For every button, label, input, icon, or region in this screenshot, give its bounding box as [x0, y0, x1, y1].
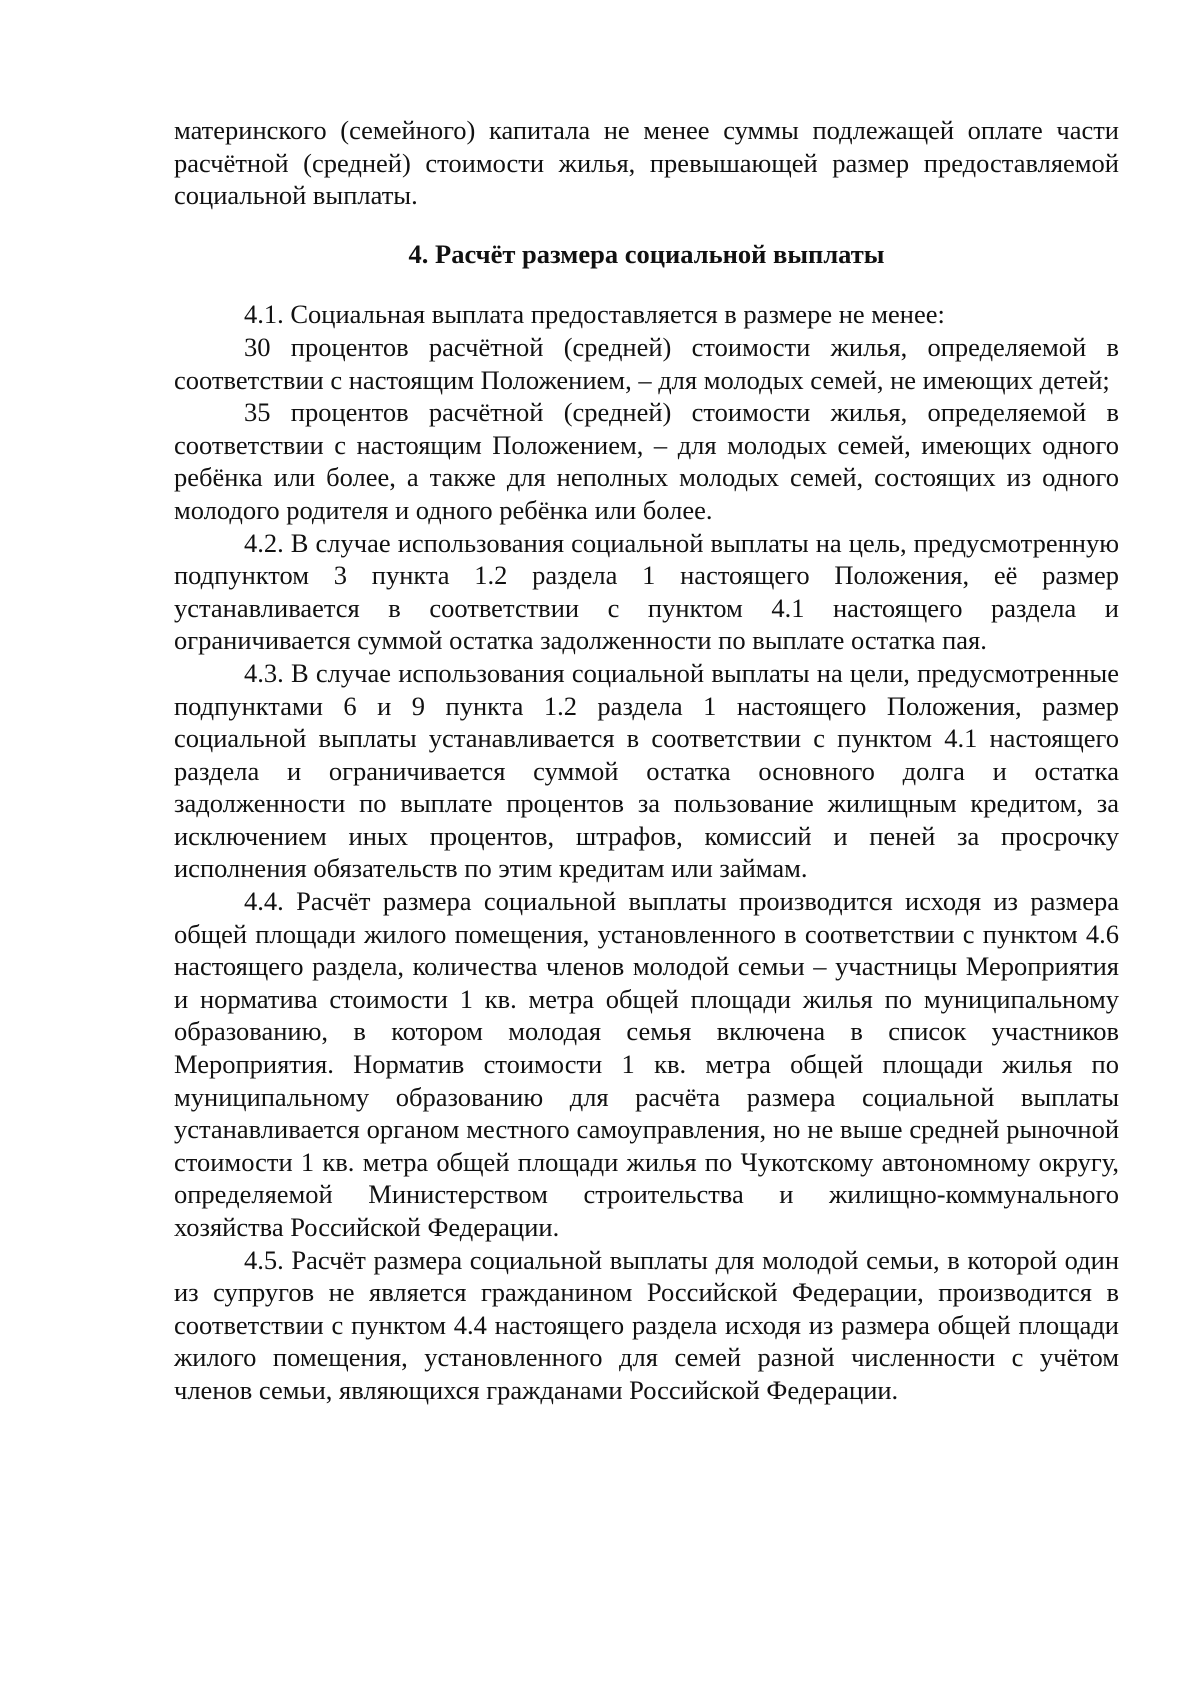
paragraph-4-4: 4.4. Расчёт размера социальной выплаты производится исходя из размера общей площади жилого помещения, установленного в соответствии с пунктом 4.6 настоящего раздела, количества членов молодой семьи – участницы Мероприятия и норматива стоимости 1 кв. метра общей площади жилья по муниципальному образованию, в котором молодая семья включена в список участников Мероприятия. Норматив стоимости 1 кв. метра общей площади жилья по муниципальному образованию для расчёта размера социальной выплаты устанавливается органом местного самоуправления, но не выше средней рыночной стоимости 1 кв. метра общей площади жилья по Чукотскому автономному округу, определяемой Министерством строительства и жилищно-коммунального хозяйства Российской Федерации. [174, 886, 1119, 1242]
document-page [174, 114, 1119, 1407]
paragraph-4-3: 4.3. В случае использования социальной выплаты на цели, предусмотренные подпунктами 6 и 9 пункта 1.2 раздела 1 настоящего Положения, размер социальной выплаты устанавливается в соответствии с пунктом 4.1 настоящего раздела и ограничивается суммой остатка основного долга и остатка задолженности по выплате процентов за пользование жилищным кредитом, за исключением иных процентов, штрафов, комиссий и пеней за просрочку исполнения обязательств по этим кредитам или займам. [174, 657, 1119, 884]
intro-paragraph: материнского (семейного) капитала не менее суммы подлежащей оплате части расчётной (средней) стоимости жилья, превышающей размер предоставляемой социальной выплаты. [174, 115, 1119, 211]
section-title: 4. Расчёт размера социальной выплаты [408, 238, 885, 269]
paragraph-4-5: 4.5. Расчёт размера социальной выплаты для молодой семьи, в которой один из супругов не является гражданином Российской Федерации, производится в соответствии с пунктом 4.4 настоящего раздела исходя из размера общей площади жилого помещения, установленного для семей разной численности с учётом членов семьи, являющихся гражданами Российской Федерации. [174, 1244, 1119, 1405]
paragraph-4-1-b: 35 процентов расчётной (средней) стоимости жилья, определяемой в соответствии с настоящим Положением, – для молодых семей, имеющих одного ребёнка или более, а также для неполных молодых семей, состоящих из одного молодого родителя и одного ребёнка или более. [174, 397, 1119, 525]
paragraph-4-1-a: 30 процентов расчётной (средней) стоимости жилья, определяемой в соответствии с настоящим Положением, – для молодых семей, не имеющих детей; [174, 331, 1119, 395]
paragraph-4-2: 4.2. В случае использования социальной выплаты на цель, предусмотренную подпунктом 3 пункта 1.2 раздела 1 настоящего Положения, её размер устанавливается в соответствии с пунктом 4.1 настоящего раздела и ограничивается суммой остатка задолженности по выплате остатка пая. [174, 527, 1119, 656]
paragraph-4-1: 4.1. Социальная выплата предоставляется в размере не менее: [244, 299, 945, 330]
